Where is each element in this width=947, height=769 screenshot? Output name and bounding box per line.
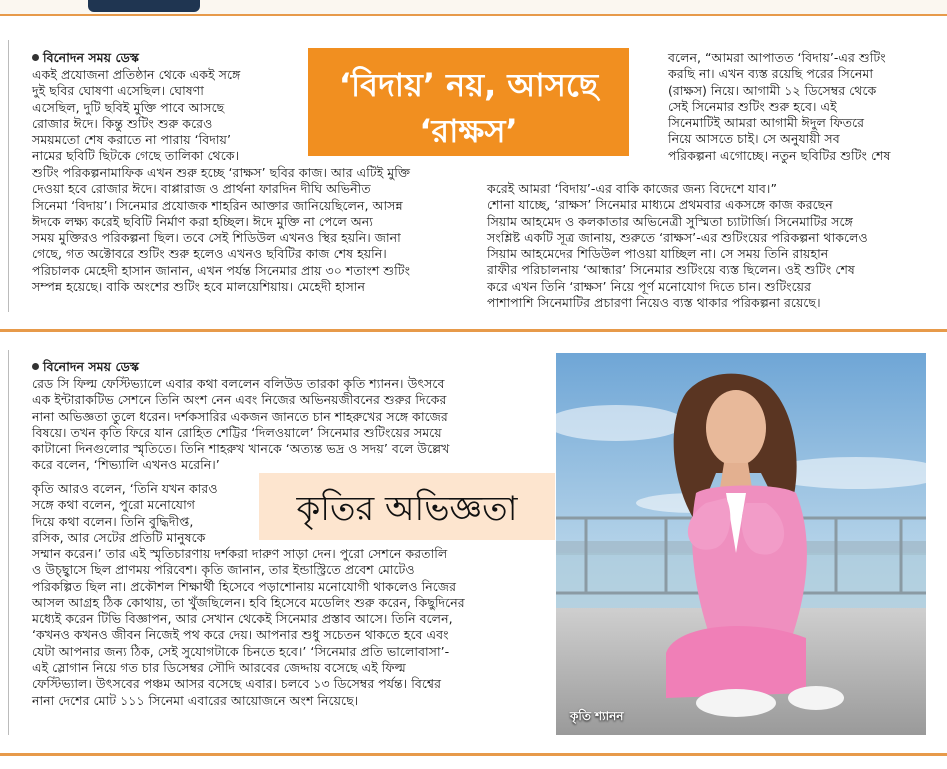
article1-headline-line1: ‘বিদায়’ নয়, আসছে — [338, 66, 599, 104]
text-line: সিয়াম আহমেদের শিডিউল পাওয়া যাচ্ছিল না। সে সময় তিনি রায়হান — [487, 246, 829, 262]
column-rule — [8, 40, 9, 312]
text-line: ঈদকে লক্ষ্য করেই ছবিটি নির্মাণ করা হচ্ছিল। ঈদে মুক্তি না পেলে অন্য — [32, 213, 373, 229]
text-line: বলেন, “আমরা আপাতত ‘বিদায়’-এর শুটিং — [668, 50, 886, 65]
text-line: এসেছিল, দুটি ছবিই মুক্তি পাবে আসছে — [32, 99, 225, 115]
article2-lines-short — [32, 481, 218, 546]
text-line: নিয়ে আসতে চাই। সে অনুযায়ী সব — [668, 131, 840, 147]
text-line: দিয়ে কথা বলেন। তিনি বুদ্ধিদীপ্ত, — [32, 513, 194, 529]
article1-column-right — [668, 50, 890, 164]
text-line: রেড সি ফিল্ম ফেস্টিভ্যালে এবার কথা বললেন বলিউড তারকা কৃতি শ্যানন। উৎসবে — [32, 376, 445, 391]
text-line: সঙ্গে কথা বলেন, পুরো মনোযোগ — [32, 497, 195, 513]
photo-illustration — [556, 353, 926, 735]
article2-dateline: বিনোদন সময় ডেস্ক — [32, 359, 139, 379]
text-line: নানা দেশের মোট ১১১ সিনেমা এবারের আয়োজনে অংশ নিয়েছে। — [32, 692, 359, 708]
text-line: রোজার ঈদে। কিন্তু শুটিং শুরু করেও — [32, 115, 213, 131]
text-line: ‘কখনও কখনও জীবন নিজেই পথ করে দেয়। আপনার শুধু সচেতন থাকতে হবে এবং — [32, 627, 449, 643]
text-line: সময় মুক্তিরও পরিকল্পনা ছিল। তবে সেই শিডিউল এখনও স্থির হয়নি। জানা — [32, 230, 401, 246]
text-line: মধ্যেই করেন টিভি বিজ্ঞাপন, আর সেখান থেকেই সিনেমার প্রস্তাব আসে। তিনি বলেন, — [32, 611, 453, 627]
text-line: পরিকল্পিত ছিল না। প্রকৌশল শিক্ষার্থী হিসেবে পড়াশোনায় মনোযোগী থাকলেও নিজের — [32, 578, 456, 594]
text-line: শুটিং পরিকল্পনামাফিক এখন শুরু হচ্ছে ‘রাক্ষস’ ছবির কাজ। আর এটিই মুক্তি — [32, 165, 411, 180]
article2-lines-bottom — [32, 546, 465, 709]
text-line: সম্মান করেন।’ তার এই স্মৃতিচারণায় দর্শকরা দারুণ সাড়া দেন। পুরো সেশনে করতালি — [32, 546, 448, 561]
text-line: সংশ্লিষ্ট একটি সূত্র জানায়, শুরুতে ‘রাক্ষস’-এর শুটিংয়ের পরিকল্পনা থাকলেও — [487, 229, 868, 245]
text-line: সম্পন্ন হয়েছে। বাকি অংশের শুটিং হবে মালয়েশিয়ায়। মেহেদী হাসান — [32, 279, 365, 295]
text-line: করেই আমরা ‘বিদায়’-এর বাকি কাজের জন্য বিদেশে যাব।” — [487, 181, 777, 196]
article1-column-right-wide — [487, 181, 868, 311]
text-line: পরিচালক মেহেদী হাসান জানান, এখন পর্যন্ত সিনেমার প্রায় ৩০ শতাংশ শুটিং — [32, 262, 411, 278]
text-line: দেওয়া হবে রোজার ঈদে। বাপ্পারাজ ও প্রার্থনা ফারদিন দীঘি অভিনীত — [32, 181, 371, 197]
text-line: পরিকল্পনা এগোচ্ছে। নতুন ছবিটির শুটিং শেষ — [668, 147, 891, 163]
article1-dateline: বিনোদন সময় ডেস্ক — [32, 50, 139, 70]
article1-column-left-wide — [32, 165, 410, 295]
text-line: পাশাপাশি সিনেমাটির প্রচারণা নিয়েও ব্যস্ত থাকার পরিকল্পনা রয়েছে। — [487, 295, 821, 311]
bottom-divider — [0, 753, 947, 756]
bullet-icon — [32, 363, 39, 370]
text-line: (রাক্ষস) নিয়ে। আগামী ১২ ডিসেম্বর থেকে — [668, 82, 877, 98]
text-line: করে বলেন, ‘শিভ্যালি এখনও মরেনি।’ — [32, 457, 220, 473]
text-line: যেটা আপনার জন্য ঠিক, সেই সুযোগটাকে চিনতে হবে।’ ‘সিনেমার প্রতি ভালোবাসা’- — [32, 643, 450, 659]
article2-photo — [556, 353, 926, 735]
top-divider — [0, 14, 947, 16]
column-rule-2 — [8, 350, 9, 735]
text-line: একই প্রযোজনা প্রতিষ্ঠান থেকে একই সঙ্গে — [32, 67, 241, 82]
text-line: ফেস্টিভ্যাল। উৎসবের পঞ্চম আসর বসেছে এবার। চলবে ১৩ ডিসেম্বর পর্যন্ত। বিশ্বের — [32, 676, 442, 692]
bullet-icon — [32, 54, 39, 61]
text-line: সিয়াম আহমেদ ও কলকাতার অভিনেত্রী সুস্মিতা চ্যাটার্জি। সিনেমাটির সঙ্গে — [487, 213, 853, 229]
top-image-edge — [88, 0, 200, 12]
text-line: রসিক, আর সেটের প্রতিটি মানুষকে — [32, 529, 206, 545]
text-line: দুই ছবির ঘোষণা এসেছিল। ঘোষণা — [32, 83, 204, 99]
text-line: রাফীর পরিচালনায় ‘আন্ধার’ সিনেমার শুটিংয়ে ব্যস্ত ছিলেন। ওই শুটিং শেষ — [487, 262, 855, 278]
text-line: কাটানো দিনগুলোর স্মৃতিতে। তিনি শাহরুখ খানকে ‘অত্যন্ত ভদ্র ও সদয়’ বলে উল্লেখ — [32, 441, 450, 457]
article2-headline-box — [259, 473, 555, 540]
text-line: বিষয়ে। তখন কৃতি ফিরে যান রোহিত শেট্টির ‘দিলওয়ালে’ সিনেমার শুটিংয়ের সময়ে — [32, 424, 442, 440]
photo-caption: কৃতি শ্যানন — [570, 709, 624, 723]
text-line: সময়মতো শেষ করাতে না পারায় ‘বিদায়’ — [32, 132, 231, 148]
article2-headline: কৃতির অভিজ্ঞতা — [296, 489, 518, 529]
text-line: নামের ছবিটি ছিটকে গেছে তালিকা থেকে। — [32, 148, 240, 164]
article-divider — [0, 329, 947, 332]
text-line: কৃতি আরও বলেন, ‘তিনি যখন কারও — [32, 481, 218, 496]
text-line: এই স্লোগান নিয়ে গত চার ডিসেম্বর সৌদি আরবের জেদ্দায় বসেছে এই ফিল্ম — [32, 660, 406, 676]
text-line: করে এখন তিনি ‘রাক্ষস’ নিয়ে পূর্ণ মনোযোগ দিতে চান। শুটিংয়ের — [487, 278, 812, 294]
text-line: আসল আগ্রহ ঠিক কোথায়, তা খুঁজছিলেন। হবি হিসেবে মডেলিং শুরু করেন, কিছুদিনের — [32, 594, 465, 610]
article1-headline-box — [308, 48, 629, 156]
text-line: ও উচ্ছ্বাসে ছিল প্রাণময় পরিবেশ। কৃতি জানান, তার ইন্ডাস্ট্রিতে প্রবেশ মোটেও — [32, 562, 415, 578]
text-line: সেই সিনেমার শুটিং শুরু হবে। এই — [668, 98, 837, 114]
article1-column-left — [32, 67, 240, 165]
article2-lines-top — [32, 376, 449, 474]
article1-headline-line2: ‘রাক্ষস’ — [419, 112, 518, 150]
text-line: নানা অভিজ্ঞতা তুলে ধরেন। দর্শকসারির একজন জানতে চান শাহরুখের সঙ্গে কাজের — [32, 408, 448, 424]
text-line: করছি না। এখন ব্যস্ত রয়েছি পরের সিনেমা — [668, 66, 873, 82]
text-line: শোনা যাচ্ছে, ‘রাক্ষস’ সিনেমার মাধ্যমে প্রথমবার একসঙ্গে কাজ করছেন — [487, 197, 833, 213]
text-line: সিনেমা ‘বিদায়’। সিনেমার প্রযোজক শাহরিন আক্তার জানিয়েছিলেন, আসন্ন — [32, 197, 403, 213]
text-line: এক ইন্টারাকটিভ সেশনে তিনি অংশ নেন এবং নিজের অভিনয়জীবনের শুরুর দিকের — [32, 392, 447, 408]
text-line: সিনেমাটিই আমরা আগামী ঈদুল ফিতরে — [668, 115, 865, 131]
text-line: গেছে, গত অক্টোবরে শুটিং শুরু হলেও এখনও ছবিটির কাজ শেষ হয়নি। — [32, 246, 387, 262]
